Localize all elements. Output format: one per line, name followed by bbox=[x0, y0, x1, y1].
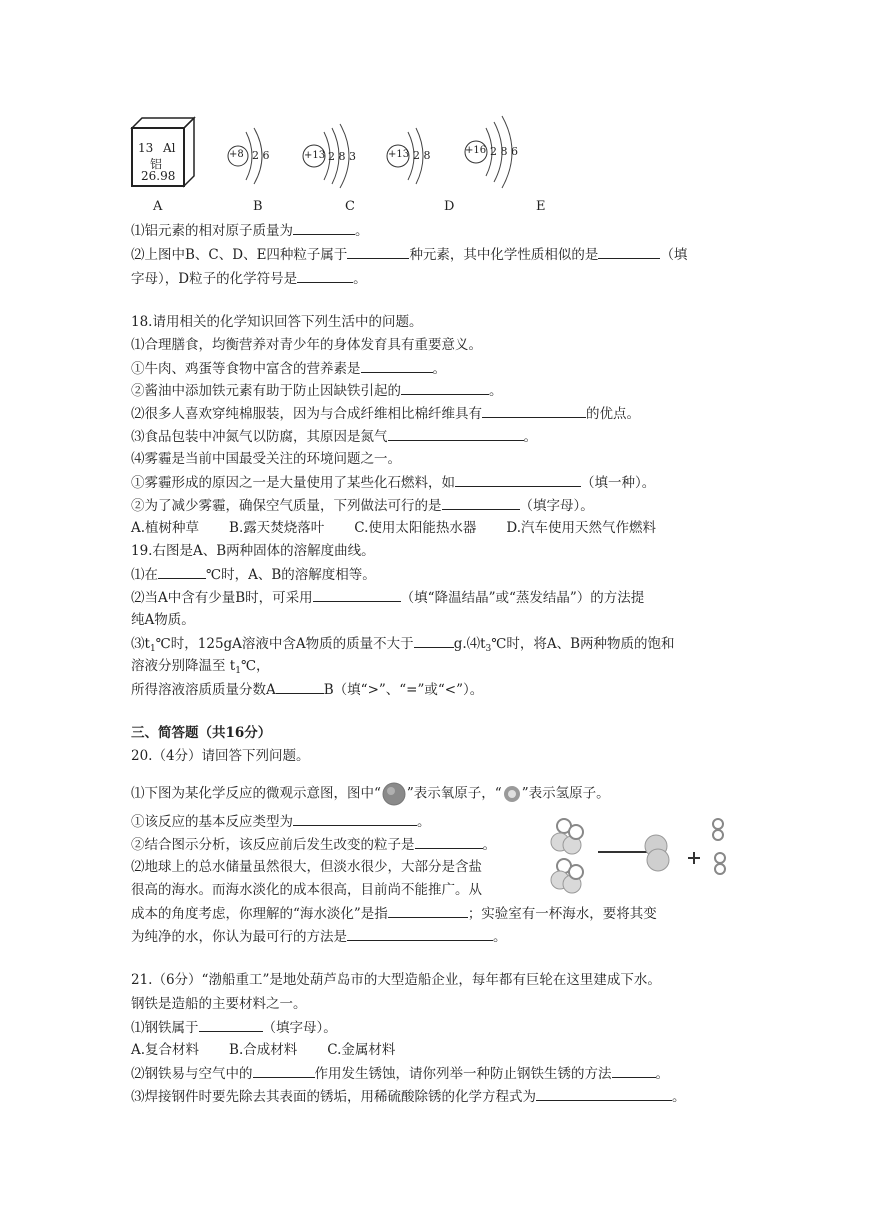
hydrogen-atom-icon bbox=[502, 784, 522, 804]
atom-d-shells: 2 8 bbox=[413, 149, 431, 162]
text-line: ①牛肉、鸡蛋等食物中富含的营养素是 。 bbox=[131, 358, 446, 379]
atom-b-nucleus: +8 bbox=[229, 149, 244, 160]
question-21: 21.（6分）“渤船重工”是地处葫芦岛市的大型造船企业，每年都有巨轮在这里建成下水。 bbox=[131, 972, 661, 988]
text-line: 钢铁是造船的主要材料之一。 bbox=[131, 996, 307, 1012]
text-line: ⑵钢铁易与空气中的 作用发生锈蚀，请你列举一种防止钢铁生锈的方法 。 bbox=[131, 1063, 669, 1084]
reaction-diagram bbox=[546, 812, 746, 898]
atom-b-shells: 2 6 bbox=[252, 149, 270, 162]
label-e: E bbox=[536, 199, 546, 214]
atom-e-shells: 2 8 6 bbox=[490, 145, 518, 158]
text-line: ②为了减少雾霾，确保空气质量，下列做法可行的是 （填字母）。 bbox=[131, 495, 594, 516]
atom-d-nucleus: +13 bbox=[388, 149, 410, 160]
text-line: ⑴铝元素的相对原子质量为 。 bbox=[131, 220, 369, 241]
text-line: ①该反应的基本反应类型为 。 bbox=[131, 811, 431, 832]
text-line: ②结合图示分析，该反应前后发生改变的粒子是 。 bbox=[131, 834, 496, 855]
text-line: ⑵地球上的总水储量虽然很大，但淡水很少，大部分是含盐 bbox=[131, 859, 482, 875]
text-line: 为纯净的水，你认为最可行的方法是 。 bbox=[131, 926, 507, 947]
text-line: ⑶焊接钢件时要先除去其表面的锈垢，用稀硫酸除锈的化学方程式为 。 bbox=[131, 1086, 686, 1107]
text-line: ⑶食品包装中冲氮气以防腐，其原因是氮气 。 bbox=[131, 426, 537, 447]
text-line: ⑵很多人喜欢穿纯棉服装，因为与合成纤维相比棉纤维具有 的优点。 bbox=[131, 403, 640, 424]
element-number: 13 bbox=[138, 141, 154, 155]
text-line: ⑵上图中B、C、D、E四种粒子属于 种元素，其中化学性质相似的是 （填 bbox=[131, 244, 687, 265]
question-18: 18.请用相关的化学知识回答下列生活中的问题。 bbox=[131, 314, 423, 330]
text-line: ①雾霾形成的原因之一是大量使用了某些化石燃料，如 （填一种）。 bbox=[131, 472, 655, 493]
options-21: A.复合材料 B.合成材料 C.金属材料 bbox=[131, 1042, 396, 1058]
text-line: ②酱油中添加铁元素有助于防止因缺铁引起的 。 bbox=[131, 380, 503, 401]
element-symbol: Al bbox=[163, 141, 176, 155]
question-20: 20.（4分）请回答下列问题。 bbox=[131, 748, 310, 764]
text-line: ⑴在 ℃时，A、B的溶解度相等。 bbox=[131, 564, 376, 585]
label-b: B bbox=[253, 199, 263, 214]
section-3-heading: 三、简答题（共16分） bbox=[131, 725, 272, 741]
text-line: 纯A物质。 bbox=[131, 612, 195, 628]
text-line: ⑴钢铁属于 （填字母）。 bbox=[131, 1017, 337, 1038]
text-line: ⑷雾霾是当前中国最受关注的环境问题之一。 bbox=[131, 451, 401, 467]
text-line: ⑴下图为某化学反应的微观示意图，图中“ ”表示氧原子，“ ”表示氢原子。 bbox=[131, 781, 610, 807]
question-19: 19.右图是A、B两种固体的溶解度曲线。 bbox=[131, 543, 375, 559]
text-line: ⑵当A中含有少量B时，可采用 （填“降温结晶”或“蒸发结晶”）的方法提 bbox=[131, 587, 644, 608]
text-line: ⑴合理膳食，均衡营养对青少年的身体发育具有重要意义。 bbox=[131, 337, 482, 353]
atom-c-shells: 2 8 3 bbox=[328, 150, 356, 163]
label-d: D bbox=[444, 199, 455, 214]
element-mass: 26.98 bbox=[141, 169, 176, 183]
text-line: 成本的角度考虑，你理解的“海水淡化”是指 ；实验室有一杯海水，要将其变 bbox=[131, 903, 657, 924]
element-name: 铝 bbox=[150, 157, 163, 171]
text-line: 很高的海水。而海水淡化的成本很高，目前尚不能推广。从 bbox=[131, 882, 482, 898]
oxygen-atom-icon bbox=[381, 781, 407, 807]
text-line: 字母），D粒子的化学符号是 。 bbox=[131, 268, 367, 289]
label-a: A bbox=[153, 199, 163, 214]
options-18: A.植树种草 B.露天焚烧落叶 C.使用太阳能热水器 D.汽车使用天然气作燃料 bbox=[131, 520, 657, 536]
label-c: C bbox=[345, 199, 355, 214]
atom-e-nucleus: +16 bbox=[465, 145, 487, 156]
text-line: $⑶t_1℃$时，125gA溶液中含A物质的质量不大于 $g.⑷t_3℃$时，将A、B两种物质的饱和 bbox=[131, 633, 675, 659]
atom-c-nucleus: +13 bbox=[304, 150, 326, 161]
text-line: 溶液分别降温至 $t_1℃$， bbox=[131, 658, 270, 676]
text-line: 所得溶液溶质质量分数A B（填“>”、“=”或“<”）。 bbox=[131, 679, 483, 700]
